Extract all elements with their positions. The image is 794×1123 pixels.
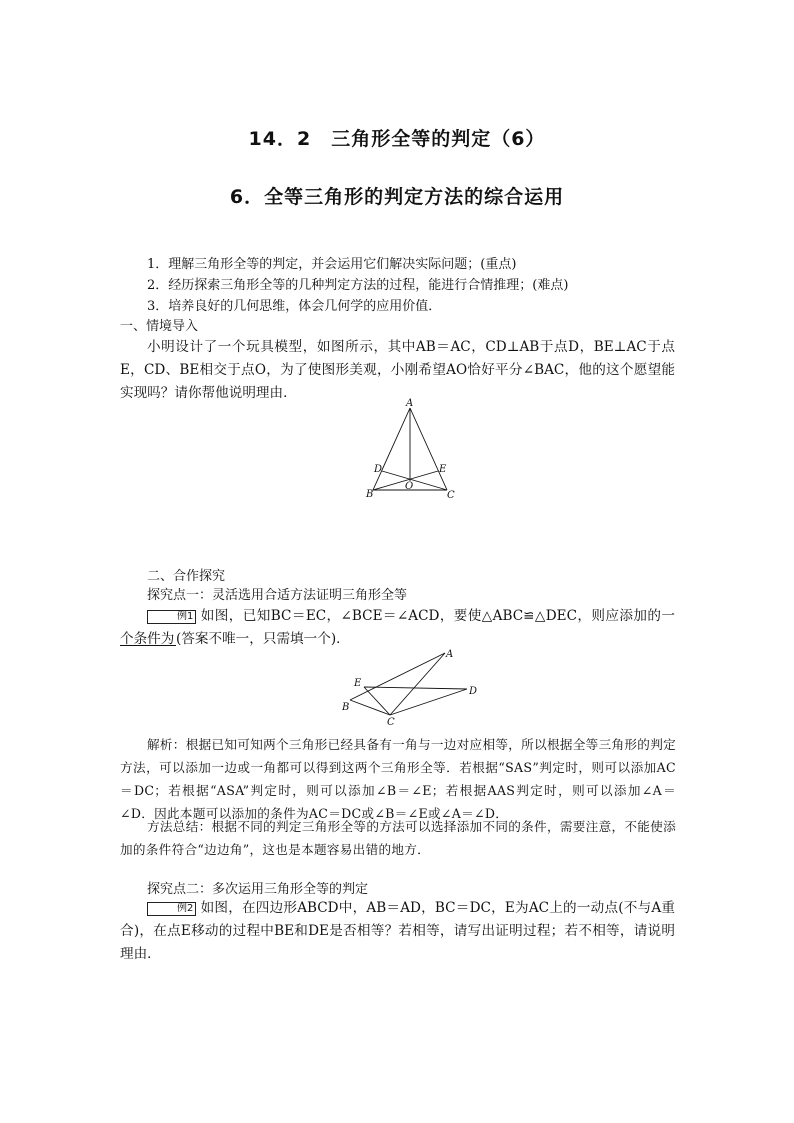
label-b: B <box>342 702 350 713</box>
objective-2: 2．经历探索三角形全等的几种判定方法的过程，能进行合情推理；(难点) <box>147 278 569 293</box>
label-c: C <box>447 490 455 501</box>
label-c: C <box>387 717 395 728</box>
figure-2-diagram <box>340 645 490 730</box>
segment-ed <box>364 687 467 689</box>
figure-1-diagram <box>360 392 460 502</box>
label-e: E <box>439 464 447 475</box>
method-summary: 方法总结：根据不同的判定三角形全等的方法可以选择添加不同的条件，需要注意，不能使添加的条件符合“边边角”，这也是本题容易出错的地方． <box>120 819 676 857</box>
answer-blank[interactable] <box>120 631 176 646</box>
section1-text: 小明设计了一个玩具模型，如图所示，其中AB＝AC，CD⊥AB于点D，BE⊥AC于点E，CD、BE相交于点O，为了使图形美观，小刚希望AO恰好平分∠BAC，他的这个愿望能实现吗？请你帮他说明理由． <box>120 339 675 401</box>
example-2-badge: 例2 <box>147 902 196 916</box>
label-a: A <box>446 649 454 660</box>
label-a: A <box>406 398 414 409</box>
label-d: D <box>469 686 478 697</box>
section1-heading: 一、情境导入 <box>120 319 199 334</box>
segment-ba <box>350 653 445 700</box>
example-1-analysis: 解析：根据已知可知两个三角形已经具备有一角与一边对应相等，所以根据全等三角形的判定方法，可以添加一边或一角都可以得到这两个三角形全等．若根据“SAS”判定时，则可以添加AC＝DC；若根据“ASA”判定时，则可以添加∠B＝∠E；若根据AAS判定时，则可以添加∠A＝∠D．因此本题可以添加的条件为AC＝DC或∠B＝∠E或∠A＝∠D． <box>120 737 676 821</box>
explore-point-1: 探究点一：灵活选用合适方法证明三角形全等 <box>147 588 408 603</box>
section2-heading: 二、合作探究 <box>147 569 226 584</box>
explore-point-2: 探究点二：多次运用三角形全等的判定 <box>147 882 369 897</box>
page-title: 14．2 三角形全等的判定（6） <box>248 128 546 150</box>
example-2 <box>120 897 675 966</box>
example-2-text: 如图，在四边形ABCD中，AB＝AD，BC＝DC，E为AC上的一动点(不与A重合)，在点E移动的过程中BE和DE是否相等？若相等，请写出证明过程；若不相等，请说明理由． <box>120 900 675 962</box>
segment-ec <box>364 687 390 715</box>
example-1-text: 如图，已知BC＝EC，∠BCE＝∠ACD，要使△ABC≌△DEC，则应添加的一个条件为 <box>120 608 675 647</box>
segment-cd <box>382 471 447 490</box>
segment-bc <box>350 700 390 715</box>
example-1-badge: 例1 <box>147 610 196 624</box>
label-b: B <box>366 489 374 500</box>
objective-3: 3．培养良好的几何思维，体会几何学的应用价值． <box>147 299 442 314</box>
objective-1: 1．理解三角形全等的判定，并会运用它们解决实际问题；(重点) <box>147 257 517 272</box>
label-e: E <box>354 678 362 689</box>
label-o: O <box>405 481 414 492</box>
label-d: D <box>374 464 383 475</box>
page-subtitle: 6．全等三角形的判定方法的综合运用 <box>229 186 565 208</box>
example-1-tail: (答案不唯一，只需填一个)． <box>176 631 350 647</box>
